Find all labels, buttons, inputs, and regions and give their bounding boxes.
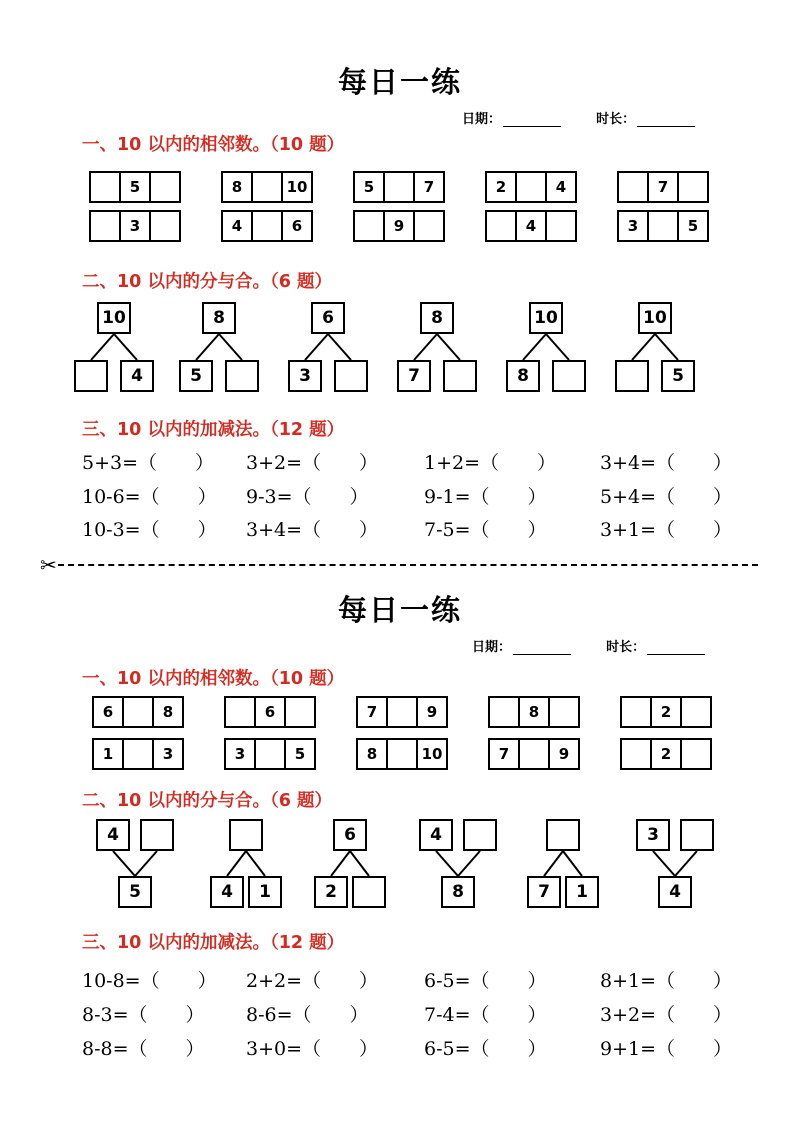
merge-total: 4 [658,876,692,908]
equation[interactable]: 10-8=（ ） [82,970,217,992]
neighbor-given: 3 [152,738,184,770]
equation[interactable]: 8-8=（ ） [82,1038,205,1060]
equation[interactable]: 3+4=（ ） [246,519,379,541]
split-part-left: 2 [314,876,348,908]
split-part-left: 4 [210,876,244,908]
split-part-left: 3 [288,360,322,392]
equation[interactable]: 3+2=（ ） [600,1004,733,1026]
split-total: 6 [311,302,345,334]
equation[interactable]: 9+1=（ ） [600,1038,733,1060]
neighbor-given: 2 [650,696,682,728]
date-label: 日期： [472,640,512,655]
duration-label: 时长： [596,112,636,127]
equation[interactable]: 8+1=（ ） [600,970,733,992]
equation[interactable]: 10-6=（ ） [82,486,217,508]
connector-line [350,851,369,876]
connector-line [331,851,350,876]
equation[interactable]: 5+3=（ ） [82,452,215,474]
equation[interactable]: 9-1=（ ） [424,486,547,508]
merge-total: 5 [118,876,152,908]
neighbor-given: 2 [485,171,517,203]
merge-part-left: 3 [636,819,670,851]
neighbor-given: 5 [677,210,709,242]
equation[interactable]: 8-3=（ ） [82,1004,205,1026]
connector-line [135,851,157,876]
sheet1-section2-heading: 二、10 以内的分与合。（6 题） [82,272,332,292]
connector-line [113,851,135,876]
split-part-left: 7 [527,876,561,908]
merge-part-left: 4 [419,819,453,851]
neighbor-given: 10 [416,738,448,770]
neighbor-given: 8 [518,696,550,728]
equation[interactable]: 3+1=（ ） [600,519,733,541]
neighbor-given: 5 [353,171,385,203]
sheet1-title: 每日一练 [337,65,462,99]
equation[interactable]: 9-3=（ ） [246,486,369,508]
connector-line [246,851,265,876]
connector-line [675,851,697,876]
neighbor-given: 5 [284,738,316,770]
sheet1-section3-heading: 三、10 以内的加减法。（12 题） [82,420,345,440]
equation[interactable]: 3+0=（ ） [246,1038,379,1060]
neighbor-given: 9 [416,696,448,728]
neighbor-given: 4 [545,171,577,203]
equation[interactable]: 1+2=（ ） [424,452,557,474]
equation[interactable]: 3+4=（ ） [600,452,733,474]
split-part-right: 5 [661,360,695,392]
sheet2-section3-heading: 三、10 以内的加减法。（12 题） [82,933,345,953]
neighbor-given: 6 [254,696,286,728]
equation[interactable]: 3+2=（ ） [246,452,379,474]
merge-total: 8 [441,876,475,908]
split-part-right: 4 [120,360,154,392]
neighbor-given: 7 [413,171,445,203]
sheet2-section2-heading: 二、10 以内的分与合。（6 题） [82,791,332,811]
connector-line [436,851,458,876]
split-total: 10 [638,302,672,334]
equation[interactable]: 2+2=（ ） [246,970,379,992]
neighbor-given: 9 [383,210,415,242]
neighbor-given: 4 [515,210,547,242]
date-label: 日期： [462,112,502,127]
neighbor-given: 7 [488,738,520,770]
equation[interactable]: 6-5=（ ） [424,1038,547,1060]
split-part-right: 1 [248,876,282,908]
split-total: 10 [97,302,131,334]
connector-line [653,851,675,876]
neighbor-given: 2 [650,738,682,770]
neighbor-given: 7 [647,171,679,203]
sheet2-section1-heading: 一、10 以内的相邻数。（10 题） [82,669,345,689]
equation[interactable]: 5+4=（ ） [600,486,733,508]
sheet2-title: 每日一练 [337,593,462,627]
neighbor-given: 6 [281,210,313,242]
split-part-right: 1 [565,876,599,908]
neighbor-given: 1 [92,738,124,770]
neighbor-given: 9 [548,738,580,770]
neighbor-given: 10 [281,171,313,203]
neighbor-given: 3 [617,210,649,242]
split-part-left: 8 [506,360,540,392]
neighbor-given: 8 [356,738,388,770]
neighbor-given: 7 [356,696,388,728]
split-part-left: 5 [179,360,213,392]
duration-label: 时长： [606,640,646,655]
equation[interactable]: 7-5=（ ） [424,519,547,541]
neighbor-given: 8 [152,696,184,728]
merge-part-left: 4 [96,819,130,851]
sheet1-section1-heading: 一、10 以内的相邻数。（10 题） [82,135,345,155]
split-total: 8 [202,302,236,334]
equation[interactable]: 6-5=（ ） [424,970,547,992]
connector-line [227,851,246,876]
split-total: 8 [420,302,454,334]
split-total: 6 [333,819,367,851]
connector-line [563,851,582,876]
neighbor-given: 5 [119,171,151,203]
neighbor-given: 6 [92,696,124,728]
equation[interactable]: 7-4=（ ） [424,1004,547,1026]
equation[interactable]: 8-6=（ ） [246,1004,369,1026]
equation[interactable]: 10-3=（ ） [82,519,217,541]
neighbor-given: 8 [221,171,253,203]
connector-line [544,851,563,876]
connector-line [458,851,480,876]
neighbor-given: 4 [221,210,253,242]
split-total: 10 [529,302,563,334]
neighbor-given: 3 [224,738,256,770]
neighbor-given: 3 [119,210,151,242]
split-part-left: 7 [397,360,431,392]
scissors-icon: ✂ [40,553,57,577]
